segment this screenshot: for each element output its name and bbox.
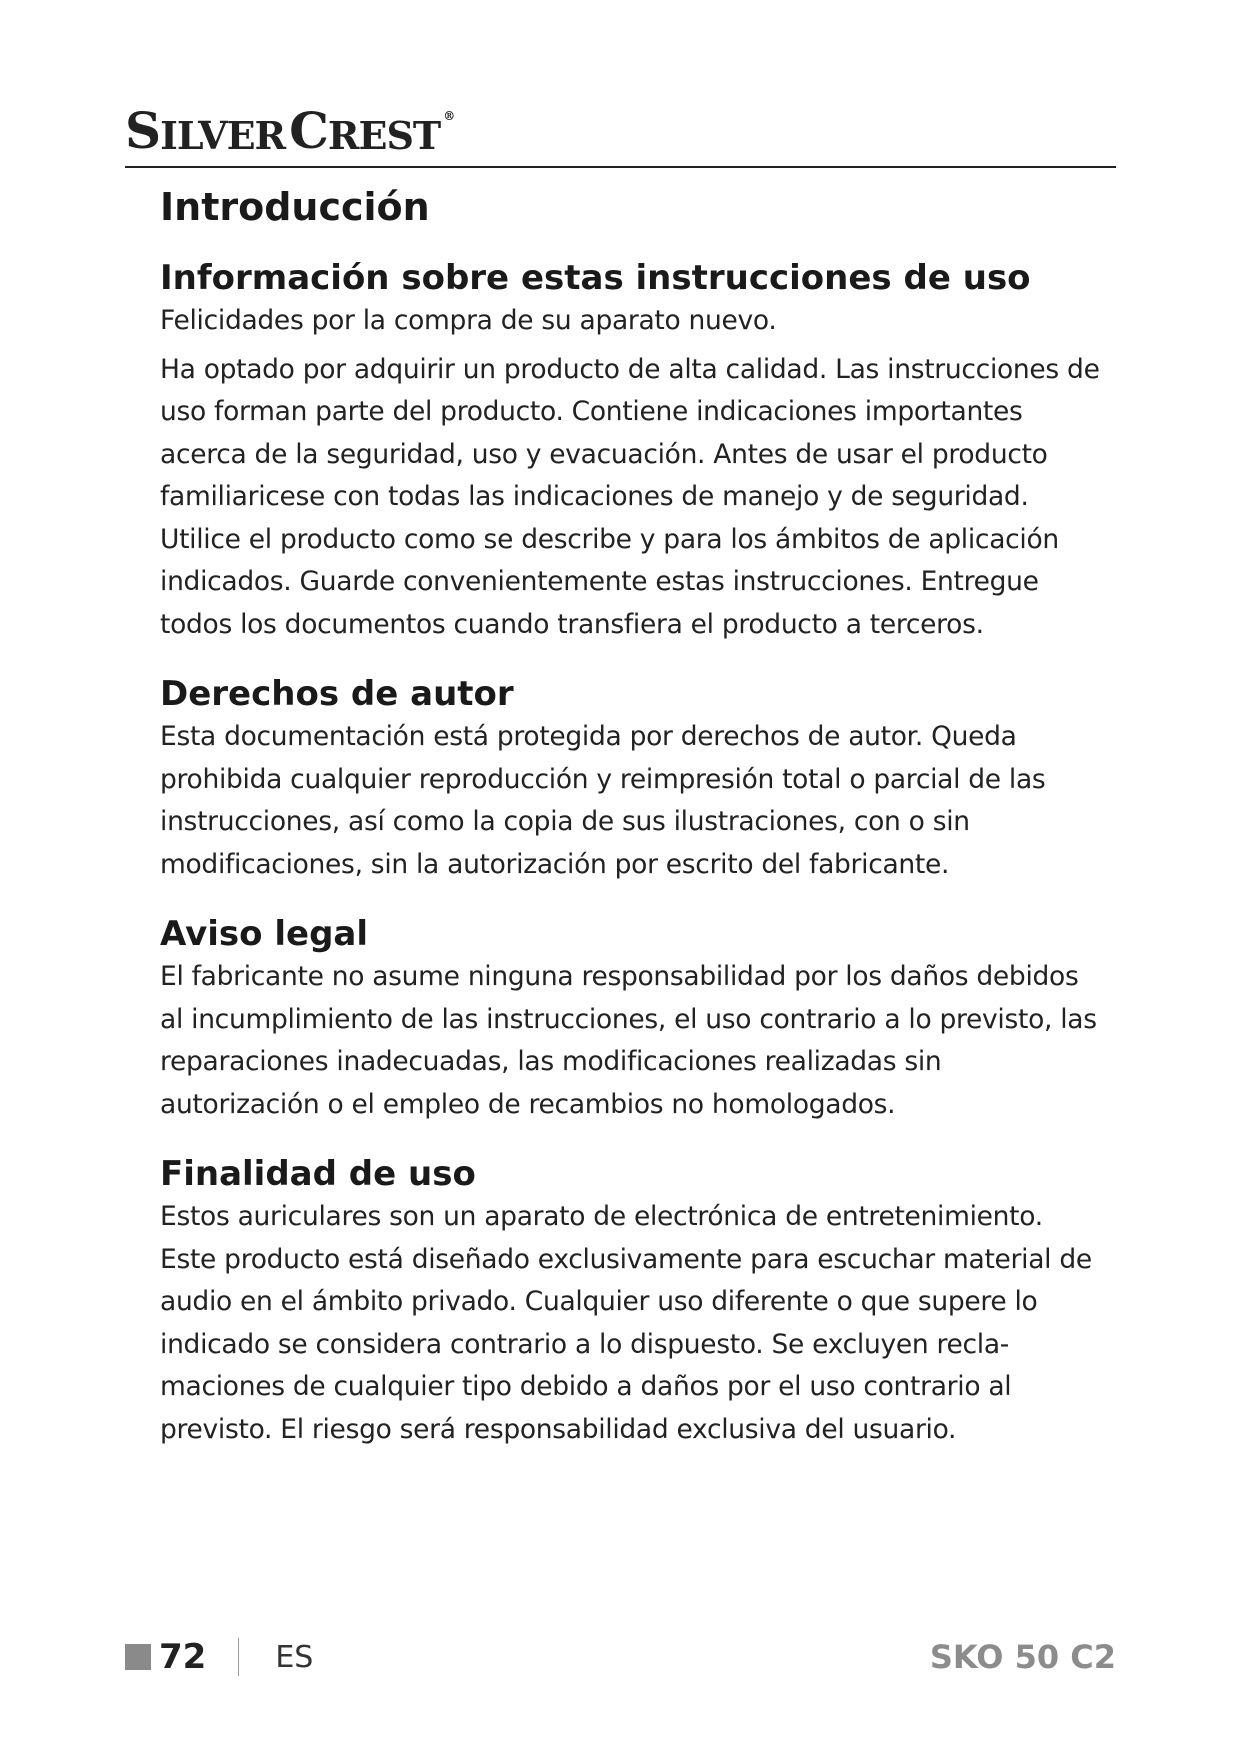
section-paragraph: Ha optado por adquirir un producto de alta calidad. Las instrucciones de uso forman parte del producto. Contiene indicaciones importantes acerca de la seguridad, uso y evacuación. Antes de usar el producto familiaricese con todas las indicaciones de manejo y de seguridad. Utilice el producto como se describe y para los ámbitos de aplicación indicados. Guarde convenientemente estas instrucciones. Entregue todos los documentos cuando transfiera el producto a terceros. (160, 353, 1100, 640)
section-paragraph: Esta documentación está protegida por derechos de autor. Queda prohibida cualquier reproducción y reimpresión total o parcial de las instrucciones, así como la copia de sus ilustraciones, con o sin modificaciones, sin la autorización por escrito del fabricante. (160, 721, 1046, 880)
section-instructions-info (160, 256, 1100, 646)
model-number: SKO 50 C2 (929, 1638, 1116, 1676)
brand-logo (125, 101, 455, 160)
section-heading: Información sobre estas instrucciones de uso (160, 258, 1031, 298)
header-rule (125, 166, 1116, 168)
logo-text: REST (327, 113, 441, 158)
section-paragraph: Felicidades por la compra de su aparato nuevo. (160, 305, 777, 336)
language-code: ES (275, 1639, 314, 1675)
section-heading: Derechos de autor (160, 674, 514, 714)
section-intended-use (160, 1152, 1100, 1451)
section-heading: Finalidad de uso (160, 1154, 476, 1194)
logo-letter: C (289, 101, 328, 160)
logo-text: ILVER (160, 113, 286, 158)
page-title: Introducción (160, 185, 430, 229)
page-content (160, 178, 1100, 1451)
section-copyright (160, 672, 1100, 886)
page-footer (125, 1632, 1116, 1682)
section-paragraph: El fabricante no asume ninguna responsabilidad por los daños debidos al incumplimiento de las instrucciones, el uso contrario a lo previsto, las reparaciones inadecuadas, las modificaciones realizadas sin autorización o el empleo de recambios no homologados. (160, 961, 1097, 1120)
logo-letter: S (125, 101, 161, 160)
page-marker-square (125, 1644, 151, 1670)
section-legal-notice (160, 912, 1100, 1126)
section-paragraph: Estos auriculares son un aparato de electrónica de entretenimiento. Este producto está diseñado exclusivamente para escuchar material de audio en el ámbito privado. Cualquier uso diferente o que supere lo indicado se considera contrario a lo dispuesto. Se excluyen recla-maciones de cualquier tipo debido a daños por el uso contrario al previsto. El riesgo será responsabilidad exclusiva del usuario. (160, 1201, 1092, 1445)
page-number: 72 (159, 1637, 207, 1677)
section-heading: Aviso legal (160, 914, 369, 954)
footer-divider (238, 1638, 239, 1676)
registered-mark: ® (443, 109, 455, 123)
